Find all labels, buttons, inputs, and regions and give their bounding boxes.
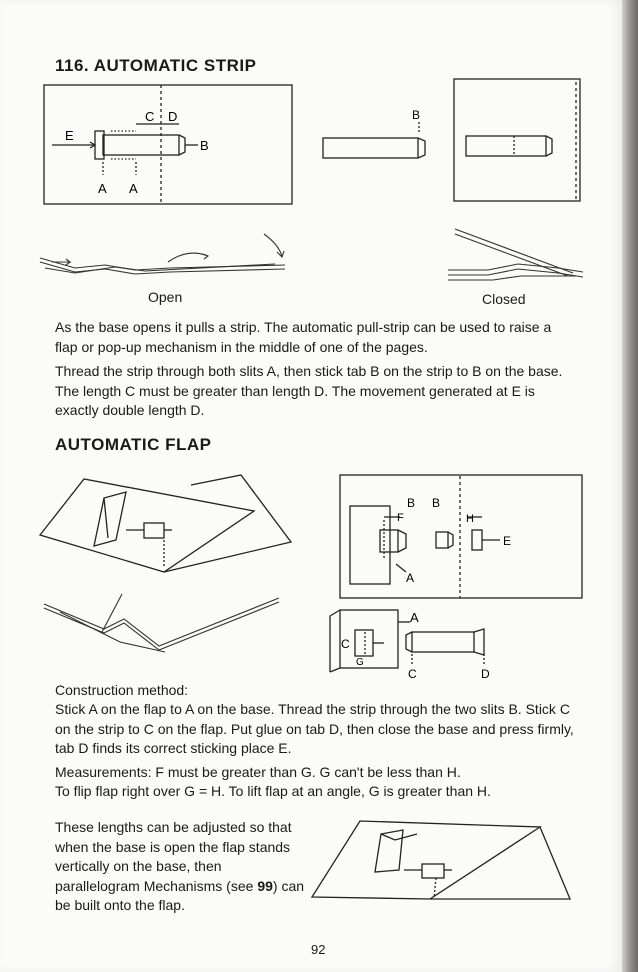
label-b-flap-left: B xyxy=(407,496,416,510)
label-b: B xyxy=(200,138,209,153)
label-a-left: A xyxy=(98,181,107,196)
paragraph-construction: Stick A on the flap to A on the base. Thread the strip through the two slits B. Stick C on the strip to C on the flap. Put glue on tab D, then close the base and press firmly, tab D finds its correct sticking place E. xyxy=(55,701,574,756)
adjust-text-b: ) can be built onto the flap. xyxy=(55,877,305,913)
paragraph-strip-intro: As the base opens it pulls a strip. The automatic pull-strip can be used to raise a flap or pop-up mechanism in the middle of one of the pages. xyxy=(55,319,552,355)
section-heading-automatic-strip: 116. AUTOMATIC STRIP xyxy=(55,56,257,75)
label-d-strip: D xyxy=(481,667,490,681)
label-e-flap: E xyxy=(503,534,512,548)
label-c-strip: C xyxy=(408,667,417,681)
caption-open: Open xyxy=(148,289,183,305)
construction-title: Construction method: xyxy=(55,682,189,698)
label-b-flap-right: B xyxy=(432,496,441,510)
label-c: C xyxy=(145,109,155,124)
label-b-strip: B xyxy=(412,108,421,122)
label-c-piece: C xyxy=(341,637,350,651)
page-number: 92 xyxy=(311,942,326,957)
label-a-flap: A xyxy=(406,571,415,585)
paragraph-adjust xyxy=(55,818,307,916)
mechanism-reference: 99 xyxy=(257,877,273,894)
caption-closed: Closed xyxy=(482,291,526,307)
section-heading-automatic-flap: AUTOMATIC FLAP xyxy=(55,435,212,454)
label-g: G xyxy=(356,657,364,668)
label-d: D xyxy=(168,109,178,124)
paragraph-strip-thread: Thread the strip through both slits A, then stick tab B on the strip to B on the base. The length C must be greater than length D. The movement generated at E is exactly double length D. xyxy=(55,363,563,418)
label-a-piece: A xyxy=(410,610,419,625)
label-f: F xyxy=(397,512,404,524)
label-h: H xyxy=(466,513,474,525)
paragraph-flip-rule: To flip flap right over G = H. To lift flap at an angle, G is greater than H. xyxy=(55,783,491,799)
label-a-right: A xyxy=(129,181,138,196)
adjust-text-a: These lengths can be adjusted so that when the base is open the flap stands vertically on the base, then parallelogram Mechanisms (see xyxy=(55,819,292,894)
paragraph-measurements: Measurements: F must be greater than G. G can't be less than H. xyxy=(55,764,461,780)
label-e: E xyxy=(65,128,74,143)
